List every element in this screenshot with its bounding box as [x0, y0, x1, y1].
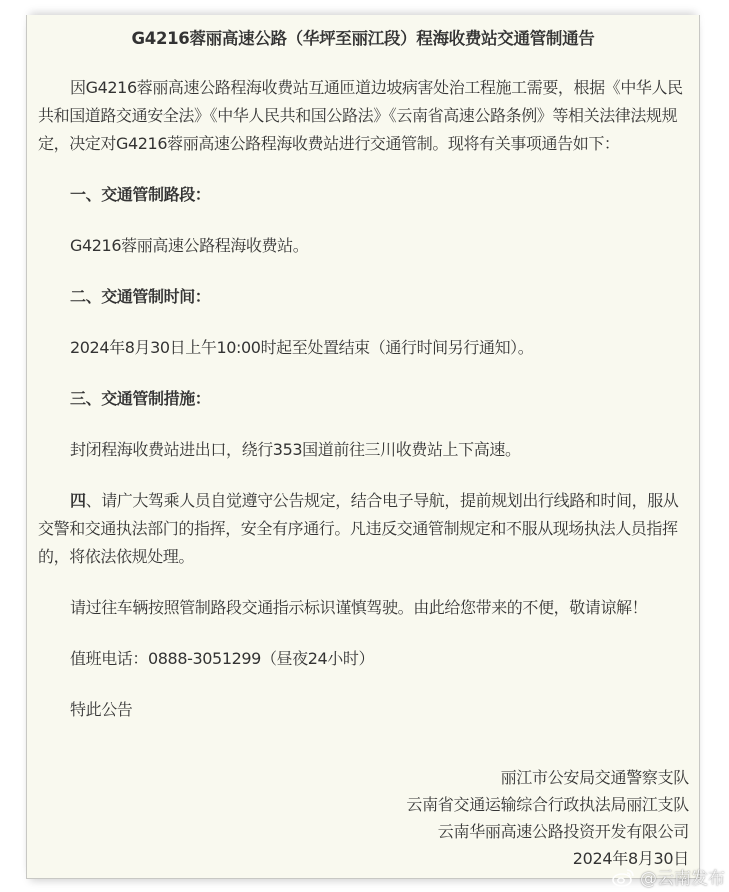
- hotline-paragraph: 值班电话：0888-3051299（昼夜24小时）: [70, 649, 375, 668]
- watermark-text: @云南发布: [640, 869, 725, 889]
- signature-traffic-police: 丽江市公安局交通警察支队: [500, 768, 689, 787]
- notice-end: 特此公告: [70, 700, 133, 719]
- notice-date: 2024年8月30日: [572, 849, 689, 868]
- section-1-heading: 一、交通管制路段：: [70, 185, 211, 204]
- notice-body: [38, 74, 689, 724]
- intro-paragraph: 因G4216蓉丽高速公路程海收费站互通匝道边坡病害处治工程施工需要，根据《中华人民共和国道路交通安全法》《中华人民共和国公路法》《云南省高速公路条例》等相关法律法规规定，决定对G4216蓉丽高速公路程海收费站进行交通管制。现将有关事项通告如下：: [38, 78, 683, 153]
- section-4-text: 、请广大驾乘人员自觉遵守公告规定，结合电子导航，提前规划出行线路和时间，服从交警和交通执法部门的指挥，安全有序通行。凡违反交通管制规定和不服从现场执法人员指挥的，将依法依规处理。: [38, 491, 679, 566]
- section-4-paragraph: [38, 487, 689, 571]
- signature-transport-enforcement: 云南省交通运输综合行政执法局丽江支队: [406, 795, 689, 814]
- section-2-content: 2024年8月30日上午10:00时起至处置结束（通行时间另行通知）。: [70, 338, 534, 357]
- section-1-content: G4216蓉丽高速公路程海收费站。: [70, 236, 309, 255]
- section-3-heading: 三、交通管制措施：: [70, 389, 211, 408]
- section-2-heading: 二、交通管制时间：: [70, 287, 211, 306]
- weibo-icon: [612, 867, 636, 887]
- signature-expressway-company: 云南华丽高速公路投资开发有限公司: [437, 822, 689, 841]
- closing-paragraph: 请过往车辆按照管制路段交通指示标识谨慎驾驶。由此给您带来的不便，敬请谅解！: [70, 598, 648, 617]
- notice-panel: [26, 15, 700, 879]
- signature-block: [406, 764, 689, 872]
- section-3-content: 封闭程海收费站进出口，绕行353国道前往三川收费站上下高速。: [70, 440, 521, 459]
- notice-title: G4216蓉丽高速公路（华坪至丽江段）程海收费站交通管制通告: [131, 29, 595, 48]
- section-4-number: 四: [70, 491, 86, 510]
- weibo-watermark: [612, 864, 725, 889]
